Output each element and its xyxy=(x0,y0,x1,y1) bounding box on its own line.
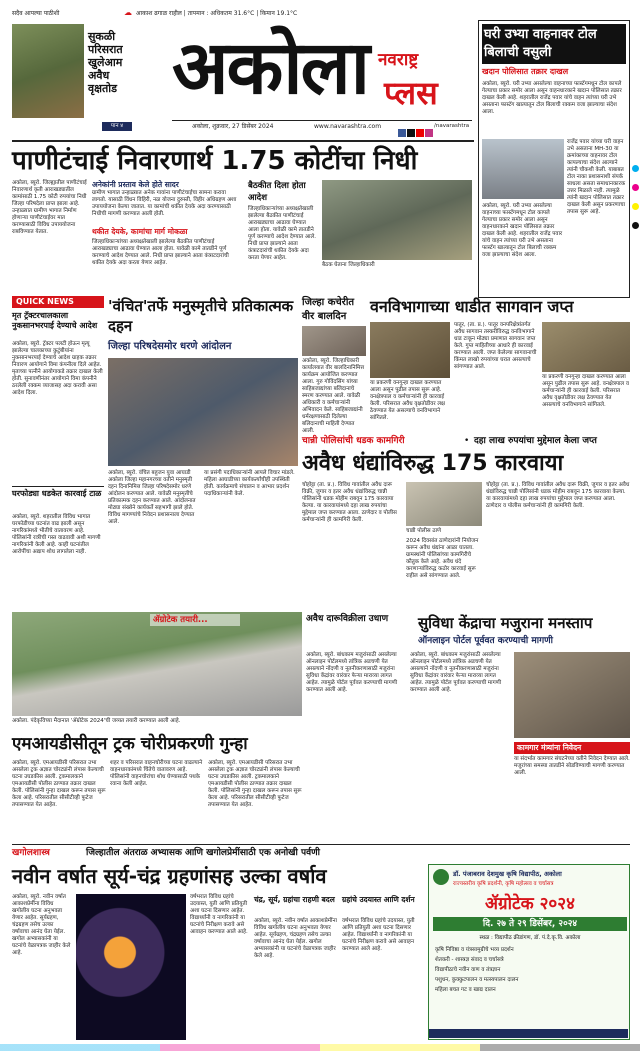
midc-body: अकोला, ब्यूरो. एमआयडीसी परिसरात उभा असलेला ट्रक अज्ञात चोरट्यांनी लंपास केल्याची घटना उघडकीस आली. ट्रकमालकाने एमआयडीसी पोलीस ठाण्यात तक्रार दाखल केली. पोलिसांनी गुन्हा दाखल करून तपास सुरू केला आहे. परिसरातील सीसीटीव्ही फुटेज तपासण्यात येत आहेत. xyxy=(12,760,106,808)
ad-university: डॉ. पंजाबराव देशमुख कृषि विद्यापीठ, अकोला xyxy=(453,870,562,878)
lead-side-head: बैठकीत दिला होता आदेश xyxy=(248,181,306,203)
vanchit-story[interactable] xyxy=(108,296,298,608)
khagol-body-3: अकोला, ब्यूरो. नवीन वर्षात आकाशप्रेमींना विविध खगोलीय घटना अनुभवता येणार आहेत. सूर्यग्रहण, चंद्रग्रहण तसेच उल्का वर्षावाचा आनंद घेता येईल. खगोल अभ्यासकांनी या घटनांचे वेळापत्रक जाहीर केले आहे. xyxy=(254,918,337,959)
teaser-left[interactable] xyxy=(12,24,162,134)
suvidha-box-head: कामगार मंत्र्यांना निवेदन xyxy=(514,742,630,754)
quick-news-head: मृत ट्रॅक्टरचालकाला नुकसानभरपाई देण्याचे आदेश xyxy=(12,311,98,330)
quick-news[interactable] xyxy=(12,296,104,608)
yellow-dot xyxy=(632,203,639,210)
suvidha-body: अकोला, ब्यूरो. बांधकाम मजुरांसाठी असलेल्या ऑनलाइन पोर्टलमध्ये तांत्रिक अडचणी येत असल्याने नोंदणी व नूतनीकरणासाठी मजुरांना सुविधा केंद्रांवर वारंवार फेऱ्या माराव्या लागत आहेत. त्यामुळे पोर्टल पूर्ववत करण्याची मागणी करण्यात आली आहे. xyxy=(306,652,398,693)
ad-venue: स्थळ : विद्यापीठ क्रीडांगण, डॉ. पं.दे.कृ.वि. अकोला xyxy=(479,935,581,941)
top-right-body: अकोला, ब्यूरो. घरी उभ्या असलेल्या वाहनाच्या फास्टॅगमधून टोल कापले गेल्याचा प्रकार समोर आला असून वाहनधारकाने खदान पोलिसात तक्रार दाखल केली आहे. शहरातील राजेंद्र पवार यांचे वाहन त्यांच्या घरी उभे असताना फास्टॅग खात्यातून टोल बिलाची रक्कम वजा झाल्याचा संदेश आला. xyxy=(482,81,622,115)
vanvibhag-body: पातूर, (ता. प्र.). पातूर वनपरिक्षेत्रांतर्गत अवैध सागवान तस्करीविरुद्ध वनविभागाने धाड टाकून मोठ्या प्रमाणात सागवान जप्त केले. गुप्त माहितीच्या आधारे ही कारवाई करण्यात आली. जप्त केलेल्या सागवानाची किंमत लाखो रुपयांच्या घरात असल्याचे सांगण्यात आले. xyxy=(454,322,537,370)
cyan-dot xyxy=(632,165,639,172)
ad-point: पशुधन, कुक्कुटपालन व मत्स्यपालन दालन xyxy=(435,977,519,983)
jilha-headline: जिल्हा कचेरीत वीर बालदिन xyxy=(302,297,355,322)
ad-dates: दि. २७ ते २९ डिसेंबर, २०२४ xyxy=(433,917,627,931)
masthead-brand-top: नवराष्ट्र xyxy=(378,50,419,70)
teaser-line: अवैध xyxy=(88,69,110,82)
lead-photo xyxy=(322,180,472,260)
ticker-right: दहा लाख रुपयांचा मुद्देमाल केला जप्त xyxy=(474,436,597,446)
teaser-headline xyxy=(88,30,162,95)
quick-news-body: अकोला, ब्यूरो. शहरातील विविध भागात घरफोडीच्या घटनांत वाढ झाली असून नागरिकांमध्ये भीतीचे वातावरण आहे. पोलिसांनी रात्रीची गस्त वाढवावी अशी मागणी नागरिकांनी केली आहे. काही घटनांतील आरोपींचा अद्याप शोध लागलेला नाही. xyxy=(12,514,101,555)
tagline: सदैव आपल्या पाठीशी xyxy=(12,10,60,17)
masthead-brand-bottom: प्लस xyxy=(384,74,438,112)
lead-kicker: अनेकांनी प्रस्ताव केले होते सादर xyxy=(92,180,179,189)
lead-side-body: जिल्हाधिकाऱ्यांच्या अध्यक्षतेखाली झालेल्या बैठकीत पाणीटंचाई आराखड्याचा आढावा घेण्यात आला होता. यावेळी कामे तातडीने पूर्ण करण्याचे आदेश देण्यात आले. निधी प्राप्त झाल्याने आता कंत्राटदारांची थकीत देयके अदा करता येणार आहेत. xyxy=(248,206,316,261)
ticker-left: चान्नी पोलिसांची धडक कामगिरी xyxy=(302,436,405,446)
khagol-body: अकोला, ब्यूरो. नवीन वर्षात आकाशप्रेमींना विविध खगोलीय घटना अनुभवता येणार आहेत. सूर्यग्रहण, चंद्रग्रहण तसेच उल्का वर्षावाचा आनंद घेता येईल. खगोल अभ्यासकांनी या घटनांचे वेळापत्रक जाहीर केले आहे. xyxy=(12,894,71,956)
vanchit-headline: 'वंचित'तर्फे मनुस्मृतीचे प्रतिकात्मक दहन xyxy=(108,297,294,335)
suvidha-story[interactable] xyxy=(306,612,630,838)
avaidh-body-3: चोहोट्टा (ता. प्र.). विविध गावांतील अवैध दारू विक्री, जुगार व इतर अवैध धंद्यांविरुद्ध चान्नी पोलिसांनी धडक मोहीम राबवून 175 कारवाया केल्या. या कारवायांमध्ये दहा लाख रुपयांचा मुद्देमाल जप्त करण्यात आला. ठाणेदार व पोलीस कर्मचाऱ्यांनी ही कामगिरी केली. xyxy=(486,482,630,509)
youtube-icon[interactable] xyxy=(416,129,424,137)
suvidha-box-body: या संदर्भात कामगार संघटनेच्या वतीने निवेदन देण्यात आले. मजुरांच्या समस्या तातडीने सोडविण्याची मागणी करण्यात आली. xyxy=(514,756,630,776)
vanvibhag-body-2: या प्रकरणी वनगुन्हा दाखल करण्यात आला असून पुढील तपास सुरू आहे. वनक्षेत्रपाल व कर्मचाऱ्यांनी ही कारवाई केली. परिसरात अवैध वृक्षतोडीवर लक्ष ठेवण्यात येत असल्याचे वनविभागाने सांगितले. xyxy=(542,374,629,408)
ad-point: विद्यापीठाचे नवीन वाण व तंत्रज्ञान xyxy=(435,967,501,973)
weather-text: आकाश ढगाळ राहील | तापमान : अधिकतम 31.6°C | किमान 19.1°C xyxy=(136,10,298,17)
top-right-headline: घरी उभ्या वाहनावर टोल बिलाची वसुली xyxy=(482,24,626,64)
lead-kicker-2: थकीत देयके, कामांचा मार्ग मोकळा xyxy=(92,227,188,236)
agrotech-ad[interactable] xyxy=(428,864,630,1040)
vanchit-body-2: या प्रसंगी पदाधिकाऱ्यांनी आपले विचार मांडले. महिला आघाडीच्या कार्यकर्त्यांचीही उपस्थिती होती. कार्यक्रमाचे संचालन व आभार प्रदर्शन पदाधिकाऱ्यांनी केले. xyxy=(204,470,295,497)
suvidha-kicker: अवैध दारूविक्रीला उधाण xyxy=(306,614,389,624)
top-right-photo xyxy=(482,139,564,199)
khagol-sub-1: चंद्र, सूर्य, ग्रहांचा राहणी बदल xyxy=(254,895,335,904)
vanvibhag-story[interactable] xyxy=(370,296,630,430)
khagol-photo xyxy=(76,894,186,1040)
magenta-dot xyxy=(632,184,639,191)
masthead-title: अकोला xyxy=(172,25,368,111)
avaidh-photo xyxy=(406,482,482,526)
agrotech-caption: अकोला. पंदेकृविच्या मैदानात 'ॲग्रोटेक 2024'ची जय्यत तयारी करण्यात आली आहे. xyxy=(12,718,181,724)
dateline: अकोला, शुक्रवार, 27 डिसेंबर 2024 xyxy=(192,123,274,130)
top-right-subhead: खदान पोलिसात तक्रार दाखल xyxy=(482,67,569,76)
vanvibhag-headline: वनविभागाच्या धाडीत सागवान जप्त xyxy=(370,297,574,316)
print-registration-marks xyxy=(632,160,640,220)
suvidha-body-2: अकोला, ब्यूरो. बांधकाम मजुरांसाठी असलेल्या ऑनलाइन पोर्टलमध्ये तांत्रिक अडचणी येत असल्याने नोंदणी व नूतनीकरणासाठी मजुरांना सुविधा केंद्रांवर वारंवार फेऱ्या माराव्या लागत आहेत. त्यामुळे पोर्टल पूर्ववत करण्याची मागणी करण्यात आली आहे. xyxy=(410,652,502,693)
avaidh-photo-caption: चान्नी पोलीस ठाणे xyxy=(406,528,441,534)
ad-event-sub: राज्यस्तरीय कृषि प्रदर्शनी, कृषि महोत्सव व चर्चासत्र xyxy=(453,881,554,887)
khagol-body-2: वर्षभरात विविध ग्रहांचे उदयास्त, युती आणि प्रतियुती अशा घटना दिसणार आहेत. विद्यार्थ्यांनी व नागरिकांनी या घटनांचे निरीक्षण करावे असे आवाहन करण्यात आले आहे. xyxy=(190,894,248,935)
social-handle[interactable]: /navarashtra xyxy=(434,123,470,129)
teaser-line: वृक्षतोड xyxy=(88,82,118,95)
jilha-story[interactable] xyxy=(302,296,366,434)
avaidh-body-2: 2024 दिवसांत ठाणेदारांनी नियोजन करून अवैध धंद्यांना आळा घातला. ग्रामस्थांनी पोलिसांच्या कामगिरीचे कौतुक केले आहे. अवैध धंदे करणाऱ्यांविरुद्ध कठोर कारवाई सुरू राहील असे सांगण्यात आले. xyxy=(406,538,479,579)
quick-news-body: अकोला, ब्यूरो. ट्रॅक्टर पलटी होऊन मृत्यू झालेल्या चालकाच्या कुटुंबीयांना नुकसानभरपाई देण्याचे आदेश ग्राहक तक्रार निवारण आयोगाने विमा कंपनीला दिले आहेत. मृताच्या पत्नीने आयोगाकडे तक्रार दाखल केली होती. सुनावणीनंतर आयोगाने विमा कंपनीने ठरलेली रक्कम व्याजासह अदा करावी असा आदेश दिला. xyxy=(12,341,103,396)
ad-logo xyxy=(433,869,449,885)
khagol-strap-text: जिल्हातील अंतराळ अभ्यासक आणि खगोलप्रेमींसाठी एक अनोखी पर्वणी xyxy=(86,848,320,858)
x-icon[interactable] xyxy=(407,129,415,137)
khagol-sub-2: ग्रहांचे उदयास्त आणि दर्शन xyxy=(342,895,415,904)
ad-point: शेतकरी - शास्त्रज्ञ संवाद व चर्चासत्रे xyxy=(435,957,504,963)
midc-body-2: शहर व परिसरात वाहनचोरीच्या घटना वाढल्याने वाहनधारकांमध्ये चिंतेचे वातावरण आहे. पोलिसांनी वाहनचोरांचा शोध घेण्यासाठी पथके रवाना केली आहेत. xyxy=(110,760,203,787)
section-rule xyxy=(12,140,474,142)
khagol-headline: नवीन वर्षात सूर्य-चंद्र ग्रहणांसह उल्का वर्षाव xyxy=(12,864,327,888)
vanchit-photo xyxy=(108,358,298,466)
ticker xyxy=(302,434,630,448)
social-icons[interactable] xyxy=(398,122,438,131)
avaidh-story[interactable] xyxy=(302,450,630,608)
masthead xyxy=(172,18,472,138)
jilha-body: अकोला, ब्यूरो. जिल्हाधिकारी कार्यालयात वीर बालदिनानिमित्त कार्यक्रम आयोजित करण्यात आला. गुरु गोविंदसिंग यांच्या साहिबजाद्यांच्या बलिदानाचे स्मरण करण्यात आले. यावेळी अधिकारी व कर्मचाऱ्यांनी अभिवादन केले. साहिबजाद्यांनी धर्मरक्षणासाठी दिलेल्या बलिदानाची माहिती देण्यात आली. xyxy=(302,358,365,434)
teaser-page-ref[interactable]: पान ४ xyxy=(102,122,132,131)
lead-body-1: अकोला, ब्यूरो. जिल्ह्यातील पाणीटंचाई निवारणार्थ कृती आराखड्यातील कामांसाठी 1.75 कोटी रुपयांचा निधी जिल्हा परिषदेला प्राप्त झाला आहे. उन्हाळ्यात ग्रामीण भागात निर्माण होणाऱ्या पाणीटंचाईवर मात करण्यासाठी विविध उपाययोजना राबविण्यात येतात. xyxy=(12,180,87,235)
lead-photo-caption: बैठक घेताना जिल्हाधिकारी xyxy=(322,262,375,268)
lead-headline: पाणीटंचाई निवारणार्थ 1.75 कोटींचा निधी xyxy=(12,146,418,176)
khagol-strap xyxy=(12,844,630,860)
agrotech-photo xyxy=(12,612,302,716)
lead-body-2: ग्रामीण भागात उन्हाळ्यात अनेक गावांना पाणीटंचाईचा सामना करावा लागतो. यासाठी विंधन विहिरी, नळ योजना दुरुस्ती, विहीर अधिग्रहण अशा उपाययोजना केल्या जातात. या कामांची थकीत देयके अदा करण्यासाठी निधीची मागणी करण्यात आली होती. xyxy=(92,190,237,217)
suvidha-subhead: ऑनलाइन पोर्टल पूर्ववत करण्याची मागणी xyxy=(418,636,553,646)
ad-footer-bar xyxy=(429,1029,628,1038)
masthead-rule xyxy=(172,120,472,121)
ad-points xyxy=(435,947,625,1027)
khagol-story[interactable] xyxy=(12,862,424,1042)
khagol-body-4: वर्षभरात विविध ग्रहांचे उदयास्त, युती आणि प्रतियुती अशा घटना दिसणार आहेत. विद्यार्थ्यांनी व नागरिकांनी या घटनांचे निरीक्षण करावे असे आवाहन करण्यात आले आहे. xyxy=(342,918,415,952)
weather-icon: ☁ xyxy=(124,8,132,17)
midc-headline: एमआयडीसीतून ट्रक चोरीप्रकरणी गुन्हा xyxy=(12,734,248,754)
quick-news-label: QUICK NEWS xyxy=(12,296,104,308)
instagram-icon[interactable] xyxy=(425,129,433,137)
black-dot xyxy=(632,222,639,229)
midc-body-3: अकोला, ब्यूरो. एमआयडीसी परिसरात उभा असलेला ट्रक अज्ञात चोरट्यांनी लंपास केल्याची घटना उघडकीस आली. ट्रकमालकाने एमआयडीसी पोलीस ठाण्यात तक्रार दाखल केली. पोलिसांनी गुन्हा दाखल करून तपास सुरू केला आहे. परिसरातील सीसीटीव्ही फुटेज तपासण्यात येत आहेत. xyxy=(208,760,302,808)
teaser-line: खुलेआम xyxy=(88,56,123,69)
top-right-body-2: राजेंद्र पवार यांच्या घरी वाहन उभे असताना MH-30 या क्रमांकाच्या वाहनावर टोल कापल्याचा संदेश आल्याने त्यांनी चौकशी केली. याबाबत टोल नाका प्रशासनाशी संपर्क साधला असता समाधानकारक उत्तर मिळाले नाही. त्यामुळे त्यांनी खदान पोलिसात तक्रार दाखल केली असून प्रकरणाचा तपास सुरू आहे. xyxy=(567,139,626,215)
ticker-bullet: • xyxy=(464,436,470,446)
vanchit-subhead: जिल्हा परिषदेसमोर धरणे आंदोलन xyxy=(108,341,232,352)
midc-story[interactable] xyxy=(12,732,304,840)
top-right-body-3: अकोला, ब्यूरो. घरी उभ्या असलेल्या वाहनाच्या फास्टॅगमधून टोल कापले गेल्याचा प्रकार समोर आला असून वाहनधारकाने खदान पोलिसात तक्रार दाखल केली आहे. शहरातील राजेंद्र पवार यांचे वाहन त्यांच्या घरी उभे असताना फास्टॅग खात्यातून टोल बिलाची रक्कम वजा झाल्याचा संदेश आला. xyxy=(482,203,563,258)
vanvibhag-photo xyxy=(370,322,450,378)
suvidha-headline: सुविधा केंद्राचा मजुराना मनस्ताप xyxy=(418,614,593,632)
avaidh-body: चोहोट्टा (ता. प्र.). विविध गावांतील अवैध दारू विक्री, जुगार व इतर अवैध धंद्यांविरुद्ध चान्नी पोलिसांनी धडक मोहीम राबवून 175 कारवाया केल्या. या कारवायांमध्ये दहा लाख रुपयांचा मुद्देमाल जप्त करण्यात आला. ठाणेदार व पोलीस कर्मचाऱ्यांनी ही कामगिरी केली. xyxy=(302,482,397,523)
vanvibhag-body-3: या प्रकरणी वनगुन्हा दाखल करण्यात आला असून पुढील तपास सुरू आहे. वनक्षेत्रपाल व कर्मचाऱ्यांनी ही कारवाई केली. परिसरात अवैध वृक्षतोडीवर लक्ष ठेवण्यात येत असल्याचे वनविभागाने सांगितले. xyxy=(370,380,445,421)
vanvibhag-photo-2 xyxy=(542,322,630,372)
lead-story[interactable] xyxy=(12,180,474,290)
ad-event: ॲग्रोटेक २०२४ xyxy=(485,894,575,914)
quick-news-head: घरफोड्या धडकेत कारवाई टाळ xyxy=(12,489,102,498)
ad-point: कृषि निविष्ठा व यंत्रसामुग्रीचे भव्य प्रदर्शन xyxy=(435,947,514,953)
teaser-line: सुकळी xyxy=(88,30,116,43)
ad-point: महिला बचत गट व खाद्य दालन xyxy=(435,987,496,993)
teaser-line: परिसरात xyxy=(88,43,123,56)
quick-news-divider xyxy=(12,486,104,487)
facebook-icon[interactable] xyxy=(398,129,406,137)
agrotech-caption-top: ॲग्रोटेक तयारी... xyxy=(150,614,240,626)
bottom-color-strip xyxy=(0,1044,640,1051)
suvidha-photo xyxy=(514,652,630,738)
jilha-photo xyxy=(302,326,366,356)
teaser-photo xyxy=(12,24,84,118)
website[interactable]: www.navarashtra.com xyxy=(314,123,382,130)
vanchit-body: अकोला, ब्यूरो. वंचित बहुजन युवा आघाडी अकोला जिल्हा महानगरच्या वतीने मनुस्मृती दहन दिनानिमित्त जिल्हा परिषदेसमोर धरणे आंदोलन करण्यात आले. यावेळी मनुस्मृतीचे प्रतिकात्मक दहन करण्यात आले. आंदोलनात मोठ्या संख्येने कार्यकर्ते सहभागी झाले होते. विविध मागण्यांचे निवेदन प्रशासनाला देण्यात आले. xyxy=(108,470,196,525)
top-right-story[interactable] xyxy=(478,20,630,298)
khagol-label: खगोलशास्त्र xyxy=(12,848,50,858)
lead-body-3: जिल्हाधिकाऱ्यांच्या अध्यक्षतेखाली झालेल्या बैठकीत पाणीटंचाई आराखड्याचा आढावा घेण्यात आला होता. यावेळी कामे तातडीने पूर्ण करण्याचे आदेश देण्यात आले. निधी प्राप्त झाल्याने आता कंत्राटदारांची थकीत देयके अदा करता येणार आहेत. xyxy=(92,239,229,266)
avaidh-headline: अवैध धंद्यांविरुद्ध 175 कारवाया xyxy=(302,451,564,476)
